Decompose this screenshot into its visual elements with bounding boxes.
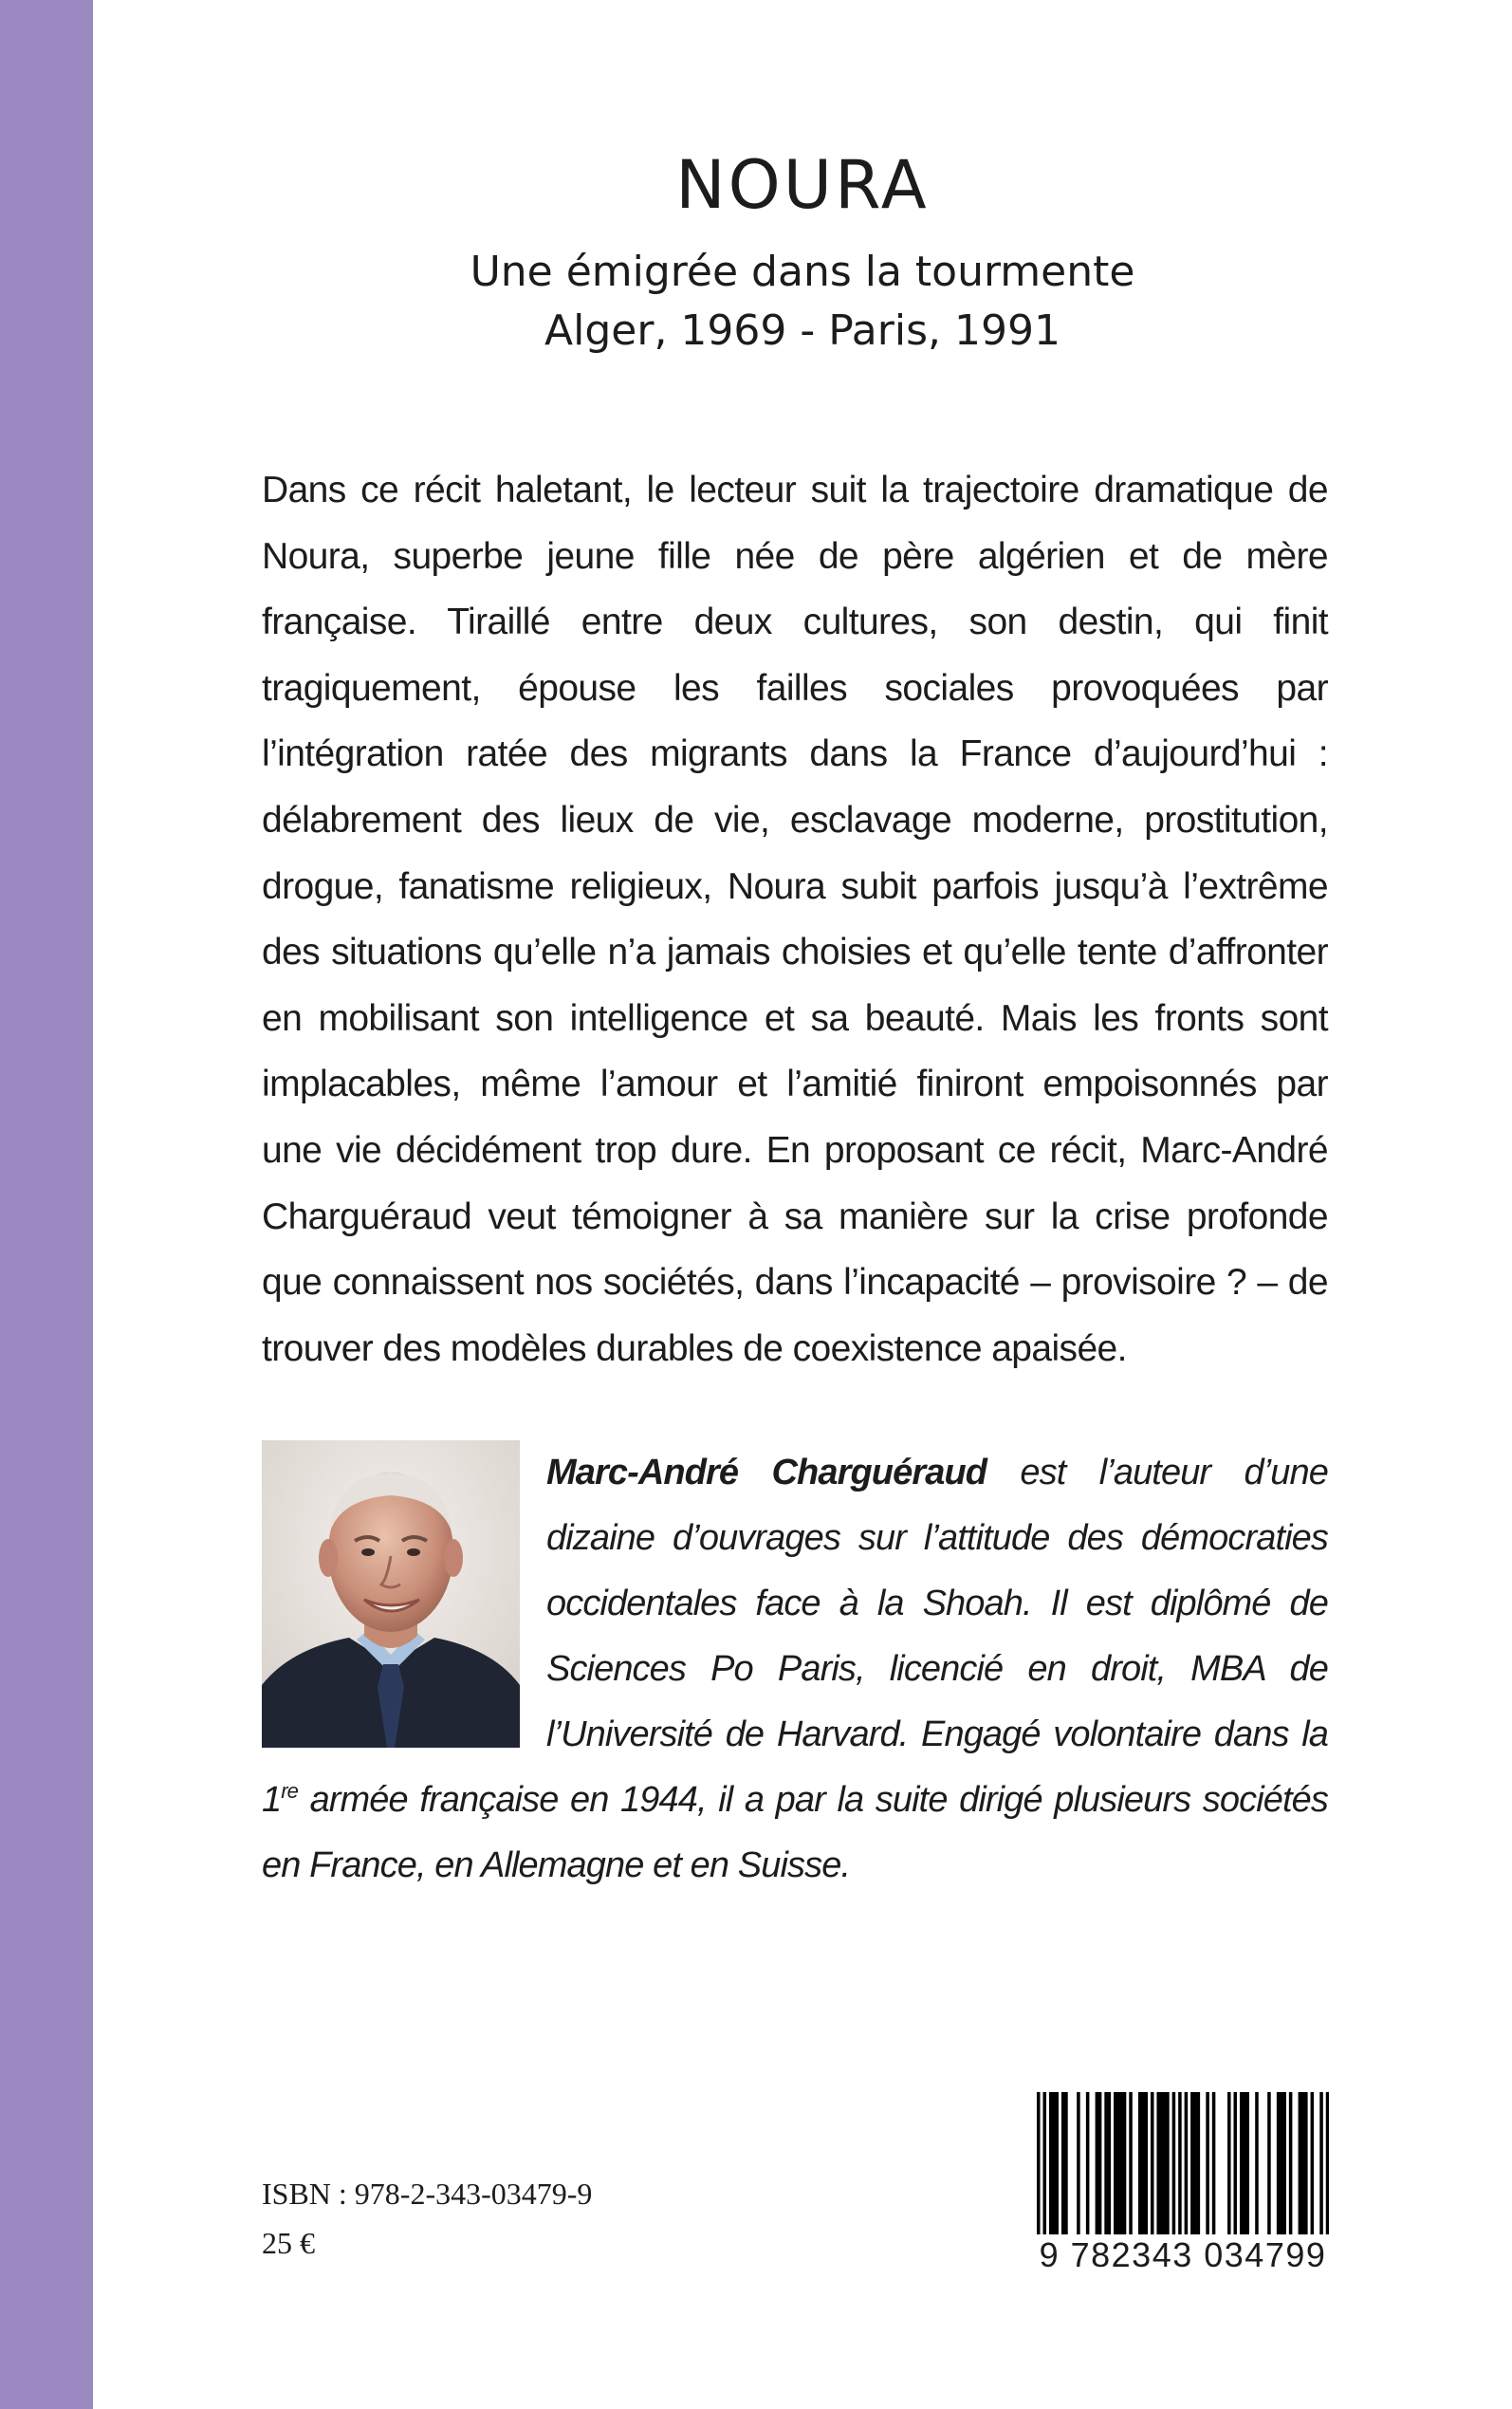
barcode-bar bbox=[1326, 2092, 1329, 2244]
barcode-bar bbox=[1319, 2092, 1323, 2244]
book-blurb: Dans ce récit haletant, le lecteur suit la trajectoire dramatique de Noura, superbe jeune fille née de père algérien et de mère française. Tiraillé entre deux cultures, son destin, qui finit tragiquement, épouse les failles sociales provoquées par l’intégration ratée des migrants dans la France d’aujourd’hui : délabrement des lieux de vie, esclavage moderne, prostitution, drogue, fanatisme religieux, Noura subit parfois jusqu’à l’extrême des situations qu’elle n’a jamais choisies et qu’elle tente d’affronter en mobilisant son intelligence et sa beauté. Mais les fronts sont implacables, même l’amour et l’amitié finiront empoisonnés par une vie décidément trop dure. En proposant ce récit, Marc-André Charguéraud veut témoigner à sa manière sur la crise profonde que connaissent nos sociétés, dans l’incapacité – provisoire ? – de trouver des modèles durables de coexistence apaisée. bbox=[262, 470, 1328, 1369]
barcode-bar bbox=[1301, 2092, 1305, 2244]
barcode-bar bbox=[1144, 2092, 1148, 2244]
barcode-bar bbox=[1151, 2092, 1154, 2244]
barcode-bar bbox=[1240, 2092, 1244, 2244]
barcode-bar bbox=[1037, 2092, 1041, 2244]
barcode-bar bbox=[1178, 2092, 1182, 2244]
barcode-bar bbox=[1108, 2092, 1112, 2244]
barcode-bar bbox=[1243, 2092, 1246, 2244]
bio-superscript: re bbox=[281, 1779, 298, 1803]
barcode-bar bbox=[1282, 2092, 1286, 2244]
book-title: NOURA bbox=[675, 146, 930, 224]
barcode-bar bbox=[1104, 2092, 1108, 2244]
barcode-bar bbox=[1190, 2092, 1194, 2244]
barcode-bar bbox=[1255, 2092, 1259, 2244]
barcode-bar bbox=[1096, 2092, 1099, 2244]
barcode-bar bbox=[1245, 2092, 1249, 2244]
barcode-bar bbox=[1160, 2092, 1164, 2244]
barcode-bar bbox=[1193, 2092, 1197, 2244]
barcode-bar bbox=[1049, 2092, 1053, 2244]
barcode-digits: 9 782343 034799 bbox=[1037, 2234, 1329, 2276]
bio-text-part-2: armée française en 1944, il a par la suite dirigé plusieurs sociétés en France, en Allemagne et en Suisse. bbox=[262, 1780, 1328, 1885]
title-block bbox=[93, 142, 1512, 361]
barcode-bar bbox=[1086, 2092, 1090, 2244]
book-subtitle bbox=[93, 243, 1512, 361]
barcode-bar bbox=[1156, 2092, 1160, 2244]
isbn-number: ISBN : 978-2-343-03479-9 bbox=[262, 2177, 593, 2211]
barcode-bar bbox=[1166, 2092, 1170, 2244]
barcode-bar bbox=[1267, 2092, 1271, 2244]
bio-text-part-1: est l’auteur d’une dizaine d’ouvrages sur l’attitude des démocraties occidentales face à la Shoah. Il est diplômé de Sciences Po Paris, licencié en droit, MBA de l’Université de Harvard. Engagé volontaire dans la 1 bbox=[262, 1453, 1329, 1820]
barcode-bar bbox=[1304, 2092, 1308, 2244]
author-bio bbox=[262, 1440, 1328, 1899]
barcode-bars bbox=[1037, 2092, 1329, 2244]
barcode-bar bbox=[1055, 2092, 1059, 2244]
barcode-bar bbox=[1042, 2092, 1046, 2244]
barcode-bar bbox=[1077, 2092, 1080, 2244]
barcode-bar bbox=[1289, 2092, 1293, 2244]
barcode-bar bbox=[1114, 2092, 1117, 2244]
author-name: Marc-André Charguéraud bbox=[546, 1453, 987, 1492]
barcode-bar bbox=[1123, 2092, 1127, 2244]
barcode-bar bbox=[1280, 2092, 1283, 2244]
barcode-bar bbox=[1233, 2092, 1237, 2244]
book-price: 25 € bbox=[262, 2226, 315, 2260]
barcode-bar bbox=[1064, 2092, 1068, 2244]
barcode-bar bbox=[1052, 2092, 1056, 2244]
barcode-bar bbox=[1116, 2092, 1120, 2244]
barcode-bar bbox=[1098, 2092, 1102, 2244]
barcode-bar bbox=[1197, 2092, 1201, 2244]
barcode-bar bbox=[1163, 2092, 1167, 2244]
barcode-bar bbox=[1172, 2092, 1176, 2244]
barcode-bar bbox=[1061, 2092, 1065, 2244]
barcode-bar bbox=[1277, 2092, 1281, 2244]
barcode-bar bbox=[1129, 2092, 1133, 2244]
subtitle-line-2: Alger, 1969 - Paris, 1991 bbox=[544, 306, 1060, 355]
barcode-bar bbox=[1120, 2092, 1124, 2244]
barcode-bar bbox=[1206, 2092, 1209, 2244]
barcode bbox=[1037, 2092, 1329, 2277]
barcode-bar bbox=[1185, 2092, 1189, 2244]
subtitle-line-1: Une émigrée dans la tourmente bbox=[470, 248, 1135, 296]
photo-float-spacer bbox=[262, 1440, 546, 1765]
book-spine-band bbox=[0, 0, 93, 2409]
barcode-bar bbox=[1311, 2092, 1315, 2244]
barcode-bar bbox=[1138, 2092, 1142, 2244]
barcode-bar bbox=[1227, 2092, 1231, 2244]
barcode-bar bbox=[1212, 2092, 1216, 2244]
barcode-bar bbox=[1141, 2092, 1145, 2244]
barcode-bar bbox=[1299, 2092, 1302, 2244]
